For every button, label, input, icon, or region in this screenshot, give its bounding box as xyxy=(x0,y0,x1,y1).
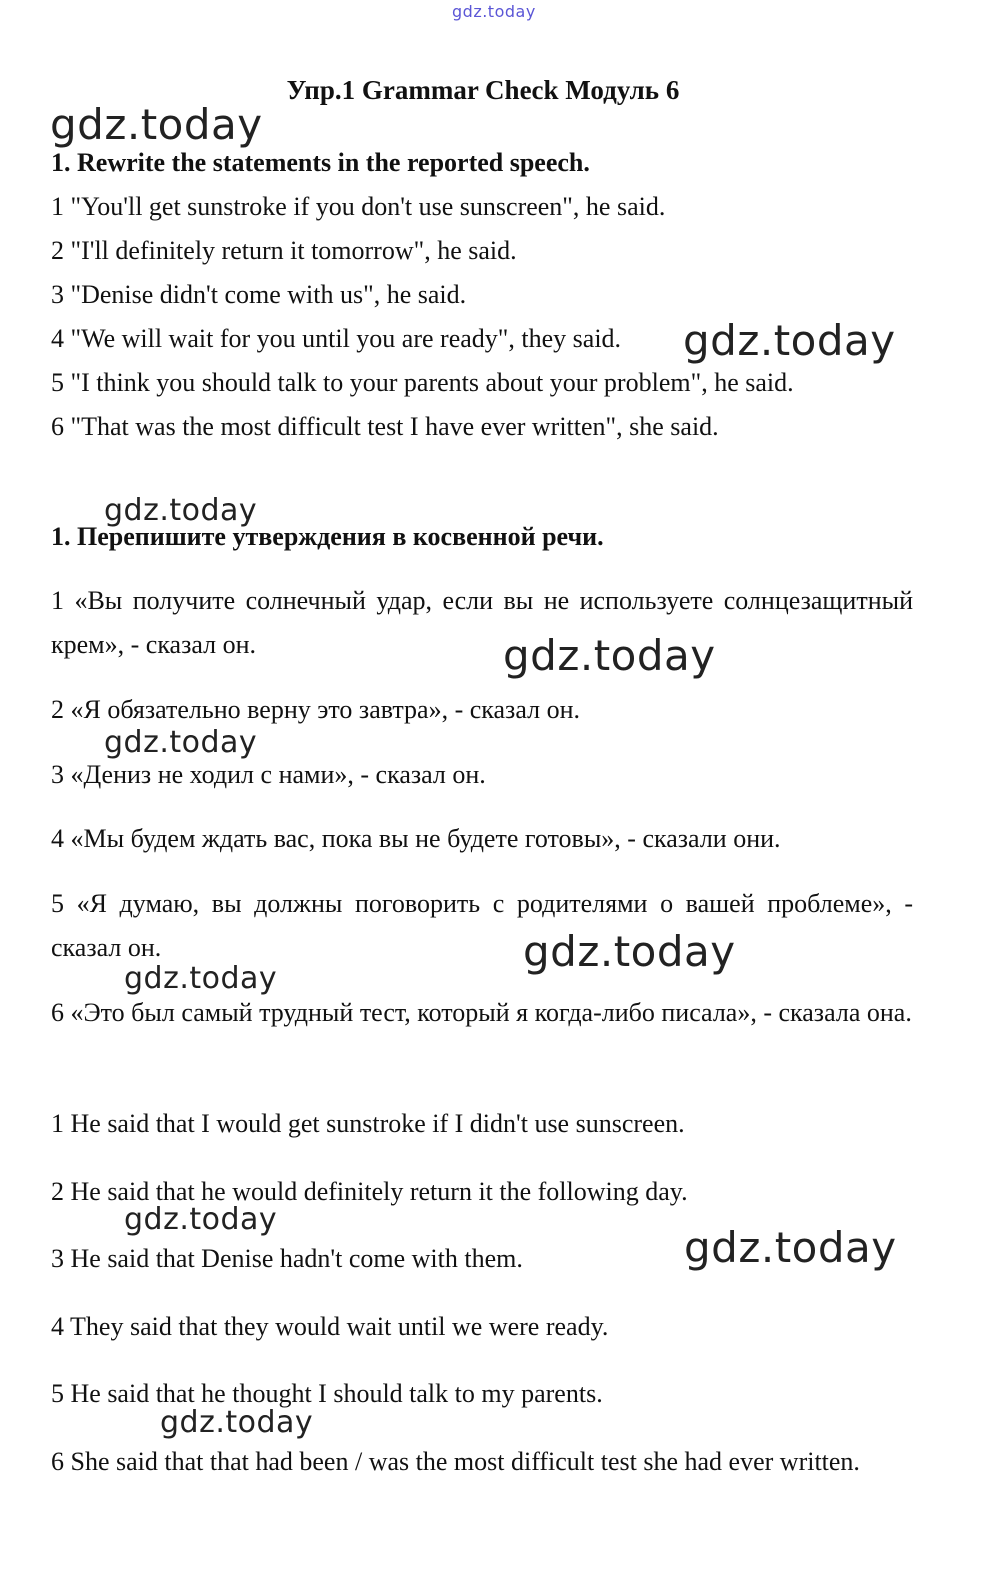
answer-2: 2 He said that he would definitely return it the following day. xyxy=(51,1177,688,1206)
task-ru-heading: 1. Перепишите утверждения в косвенной речи. xyxy=(51,522,604,551)
watermark-7: gdz.today xyxy=(124,961,278,996)
task-en-item-3: 3 "Denise didn't come with us", he said. xyxy=(51,280,467,309)
watermark-1: gdz.today xyxy=(50,100,263,149)
answer-3: 3 He said that Denise hadn't come with them. xyxy=(51,1244,523,1273)
task-ru-item-6: 6 «Это был самый трудный тест, который я когда-либо писала», - сказала она. xyxy=(51,998,912,1027)
watermark-10: gdz.today xyxy=(160,1405,314,1440)
task-ru-item-4: 4 «Мы будем ждать вас, пока вы не будете готовы», - сказали они. xyxy=(51,824,781,853)
task-en-item-4: 4 "We will wait for you until you are ready", they said. xyxy=(51,324,622,353)
watermark-8: gdz.today xyxy=(124,1202,278,1237)
task-en-item-1: 1 "You'll get sunstroke if you don't use sunscreen", he said. xyxy=(51,192,666,221)
watermark-5: gdz.today xyxy=(104,725,258,760)
task-en-item-6: 6 "That was the most difficult test I have ever written", she said. xyxy=(51,412,719,441)
task-en-item-5: 5 "I think you should talk to your parents about your problem", he said. xyxy=(51,368,794,397)
task-en-item-2: 2 "I'll definitely return it tomorrow", he said. xyxy=(51,236,517,265)
task-en-heading: 1. Rewrite the statements in the reported speech. xyxy=(51,148,590,177)
task-ru-item-2: 2 «Я обязательно верну это завтра», - сказал он. xyxy=(51,695,580,724)
task-ru-item-1: 1 «Вы получите солнечный удар, если вы не используете солнцезащитный крем», - сказал он. xyxy=(51,586,913,659)
answer-1: 1 He said that I would get sunstroke if I didn't use sunscreen. xyxy=(51,1109,685,1138)
watermark-6: gdz.today xyxy=(523,927,736,976)
page-title: Упр.1 Grammar Check Модуль 6 xyxy=(286,75,680,105)
watermark-9: gdz.today xyxy=(684,1223,897,1272)
watermark-2: gdz.today xyxy=(683,316,896,365)
answer-6: 6 She said that that had been / was the most difficult test she had ever written. xyxy=(51,1447,860,1476)
task-ru-item-5: 5 «Я думаю, вы должны поговорить с родителями о вашей проблеме», - сказал он. xyxy=(51,889,913,962)
watermark-3: gdz.today xyxy=(104,493,258,528)
watermark-top: gdz.today xyxy=(452,2,536,21)
watermark-4: gdz.today xyxy=(503,631,716,680)
answer-4: 4 They said that they would wait until we were ready. xyxy=(51,1312,609,1341)
task-ru-item-3: 3 «Дениз не ходил с нами», - сказал он. xyxy=(51,760,486,789)
answer-5: 5 He said that he thought I should talk to my parents. xyxy=(51,1379,603,1408)
